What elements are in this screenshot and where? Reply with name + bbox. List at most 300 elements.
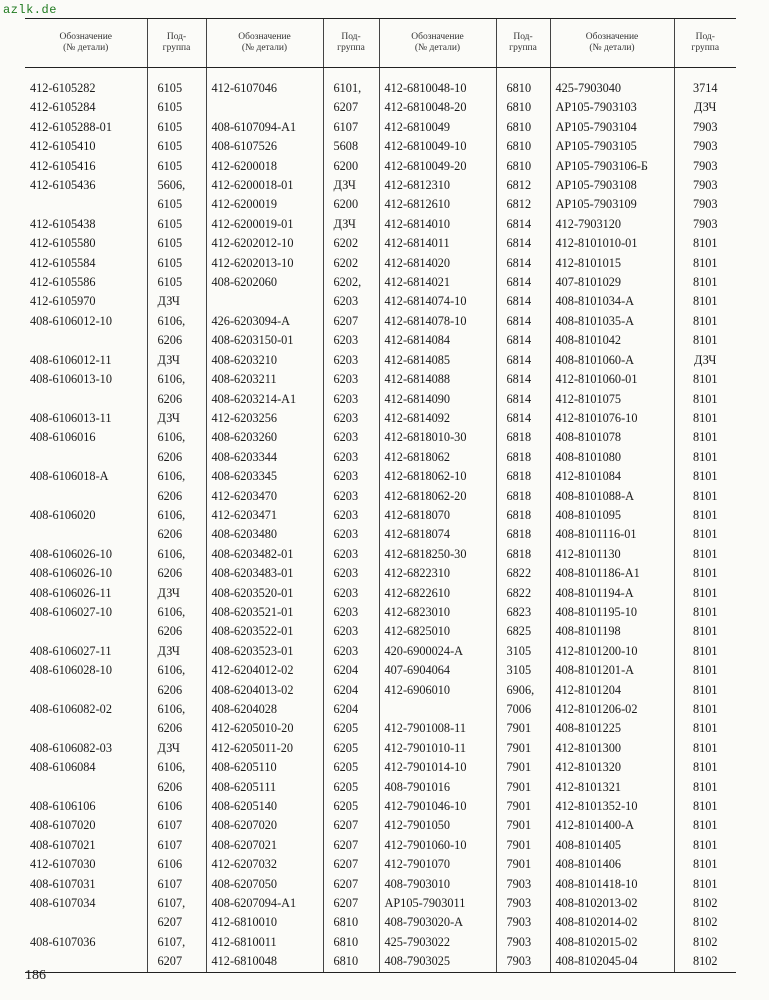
cell-designation-3: 412-6812310 <box>379 176 496 195</box>
cell-designation-1 <box>25 390 147 409</box>
cell-subgroup-2: 6202 <box>323 234 379 253</box>
header-designation: Обозначение (№ детали) <box>550 19 674 68</box>
table-row <box>25 137 736 156</box>
cell-designation-4: 408-8101201-А <box>550 661 674 680</box>
cell-designation-3: 408-7901016 <box>379 778 496 797</box>
cell-subgroup-3: 6814 <box>496 292 550 311</box>
table-row <box>25 778 736 797</box>
table-row <box>25 525 736 544</box>
table-row <box>25 428 736 447</box>
cell-subgroup-1: 6206 <box>147 331 206 350</box>
cell-designation-4: 408-8101198 <box>550 622 674 641</box>
cell-subgroup-3: 7903 <box>496 875 550 894</box>
cell-designation-4: 412-8101130 <box>550 545 674 564</box>
cell-designation-2: 408-6204013-02 <box>206 681 323 700</box>
cell-designation-1: 412-6105284 <box>30 100 96 115</box>
cell-designation-3: 408-7903025 <box>379 952 496 972</box>
cell-subgroup-2: 6202, <box>323 273 379 292</box>
table-row <box>25 370 736 389</box>
cell-designation-4: 412-8101320 <box>550 758 674 777</box>
cell-designation-3: 412-6818062-10 <box>379 467 496 486</box>
cell-designation-3: 412-6906010 <box>379 681 496 700</box>
cell-designation-2: 408-6203480 <box>206 525 323 544</box>
table-row <box>25 176 736 195</box>
cell-subgroup-3: 7901 <box>496 719 550 738</box>
cell-designation-2: 412-6203470 <box>206 487 323 506</box>
cell-subgroup-2: 6207 <box>323 98 379 117</box>
cell-designation-4: 408-8101194-А <box>550 584 674 603</box>
cell-subgroup-4: 8101 <box>674 467 736 486</box>
cell-subgroup-2: 6205 <box>323 778 379 797</box>
cell-subgroup-3: 6906, <box>496 681 550 700</box>
cell-subgroup-2: 6810 <box>323 933 379 952</box>
table-body <box>25 68 736 973</box>
cell-subgroup-2: 6202 <box>323 254 379 273</box>
cell-subgroup-1: 6105 <box>147 234 206 253</box>
table-row <box>25 448 736 467</box>
table-row <box>25 622 736 641</box>
cell-designation-2: 412-6107046 <box>206 79 323 98</box>
cell-designation-2: 408-6202060 <box>206 273 323 292</box>
cell-subgroup-3: 6814 <box>496 331 550 350</box>
cell-designation-3: 412-6814078-10 <box>379 312 496 331</box>
cell-subgroup-4: 8101 <box>674 292 736 311</box>
cell-designation-2: 408-6203211 <box>206 370 323 389</box>
cell-designation-3: 412-6814021 <box>379 273 496 292</box>
cell-subgroup-4: ДЗЧ <box>674 98 736 117</box>
cell-subgroup-3: 7006 <box>496 700 550 719</box>
cell-subgroup-3: 6814 <box>496 273 550 292</box>
cell-designation-2: 412-6810010 <box>206 913 323 932</box>
cell-designation-3: 412-6814090 <box>379 390 496 409</box>
cell-subgroup-1: 6106, <box>147 428 206 447</box>
cell-subgroup-3: 6818 <box>496 525 550 544</box>
header-designation: Обозначение (№ детали) <box>379 19 496 68</box>
cell-subgroup-4: 8102 <box>674 933 736 952</box>
cell-designation-4: 412-8101010-01 <box>550 234 674 253</box>
cell-designation-3: 412-7901010-11 <box>379 739 496 758</box>
cell-subgroup-4: 8101 <box>674 700 736 719</box>
cell-designation-3: 412-6822610 <box>379 584 496 603</box>
cell-subgroup-2: 6200 <box>323 195 379 214</box>
cell-designation-1: 412-6105288-01 <box>30 119 112 134</box>
cell-designation-4: 412-8101075 <box>550 390 674 409</box>
cell-designation-1: 408-6106013-10 <box>30 372 112 387</box>
cell-subgroup-4: 8102 <box>674 913 736 932</box>
cell-subgroup-3: 3105 <box>496 661 550 680</box>
cell-designation-4: 408-8102013-02 <box>550 894 674 913</box>
cell-subgroup-4: 8101 <box>674 778 736 797</box>
table-row <box>25 700 736 719</box>
cell-designation-4: 425-7903040 <box>550 79 674 98</box>
cell-designation-2: 408-6203482-01 <box>206 545 323 564</box>
table-row <box>25 467 736 486</box>
cell-subgroup-2: 6203 <box>323 390 379 409</box>
cell-subgroup-3: 6814 <box>496 254 550 273</box>
cell-subgroup-4: 8101 <box>674 331 736 350</box>
cell-designation-2: 408-6203521-01 <box>206 603 323 622</box>
table-row <box>25 894 736 913</box>
cell-subgroup-1: 6105 <box>147 98 206 117</box>
cell-designation-1 <box>25 622 147 641</box>
cell-designation-3: 412-6818074 <box>379 525 496 544</box>
cell-subgroup-1: 6206 <box>147 525 206 544</box>
cell-subgroup-4: 8101 <box>674 312 736 331</box>
cell-designation-2: 408-6204028 <box>206 700 323 719</box>
cell-subgroup-2: 6205 <box>323 758 379 777</box>
table-row <box>25 855 736 874</box>
cell-designation-3: 412-7901070 <box>379 855 496 874</box>
cell-designation-3: 425-7903022 <box>379 933 496 952</box>
cell-designation-4: 407-8101029 <box>550 273 674 292</box>
cell-subgroup-3: 6818 <box>496 467 550 486</box>
cell-subgroup-4: 8101 <box>674 370 736 389</box>
cell-subgroup-1: 6206 <box>147 487 206 506</box>
cell-designation-1: 408-6106026-11 <box>30 585 112 600</box>
cell-subgroup-2: 6203 <box>323 448 379 467</box>
cell-subgroup-4: 8101 <box>674 525 736 544</box>
cell-subgroup-4: 8102 <box>674 952 736 972</box>
cell-designation-1: 412-6105416 <box>30 158 96 173</box>
cell-subgroup-4: 7903 <box>674 215 736 234</box>
table-row <box>25 797 736 816</box>
cell-subgroup-3: 7901 <box>496 797 550 816</box>
table-row <box>25 952 736 972</box>
cell-subgroup-3: 6812 <box>496 176 550 195</box>
table-row <box>25 79 736 98</box>
table-row <box>25 157 736 176</box>
cell-subgroup-1: 6106, <box>147 661 206 680</box>
cell-subgroup-4: 8101 <box>674 816 736 835</box>
table-row <box>25 98 736 117</box>
cell-designation-2: 412-6203256 <box>206 409 323 428</box>
cell-subgroup-3: 6825 <box>496 622 550 641</box>
cell-designation-4: 408-8101095 <box>550 506 674 525</box>
cell-designation-1: 408-6106027-10 <box>30 604 112 619</box>
cell-designation-1 <box>25 681 147 700</box>
cell-designation-2: 412-6204012-02 <box>206 661 323 680</box>
header-subgroup: Под- группа <box>147 19 206 68</box>
cell-designation-4: 412-8101400-А <box>550 816 674 835</box>
cell-designation-2: 408-6203345 <box>206 467 323 486</box>
cell-designation-4: 412-8101076-10 <box>550 409 674 428</box>
cell-subgroup-1: 6107 <box>147 816 206 835</box>
cell-subgroup-4: 7903 <box>674 118 736 137</box>
cell-designation-1: 412-6105970 <box>30 294 96 309</box>
cell-subgroup-1: 6206 <box>147 564 206 583</box>
cell-designation-4: 412-8101200-10 <box>550 642 674 661</box>
cell-subgroup-2: 6107 <box>323 118 379 137</box>
cell-designation-2: 408-6107526 <box>206 137 323 156</box>
table-row <box>25 913 736 932</box>
cell-subgroup-1: 6105 <box>147 118 206 137</box>
cell-designation-4: АР105-7903105 <box>550 137 674 156</box>
table-row <box>25 642 736 661</box>
cell-subgroup-4: 8101 <box>674 661 736 680</box>
cell-subgroup-4: 7903 <box>674 157 736 176</box>
cell-designation-3: 412-7901050 <box>379 816 496 835</box>
cell-subgroup-2: 6207 <box>323 816 379 835</box>
cell-designation-1: 408-6106026-10 <box>30 546 112 561</box>
cell-designation-2: 408-6207020 <box>206 816 323 835</box>
cell-designation-1: 412-6105580 <box>30 236 96 251</box>
cell-designation-2: 412-6200018-01 <box>206 176 323 195</box>
cell-designation-4: 408-8101078 <box>550 428 674 447</box>
cell-subgroup-1: 6107 <box>147 836 206 855</box>
cell-subgroup-4: 7903 <box>674 137 736 156</box>
cell-subgroup-2: 6810 <box>323 952 379 972</box>
cell-designation-1: 408-6106016 <box>30 430 96 445</box>
cell-designation-2: 426-6203094-А <box>206 312 323 331</box>
table-row <box>25 739 736 758</box>
cell-designation-1: 412-6105586 <box>30 275 96 290</box>
cell-subgroup-2: 6207 <box>323 875 379 894</box>
header-row <box>25 19 736 68</box>
cell-subgroup-2: 6203 <box>323 428 379 447</box>
cell-subgroup-3: 6814 <box>496 370 550 389</box>
cell-designation-1: 412-6105438 <box>30 216 96 231</box>
cell-subgroup-3: 6810 <box>496 79 550 98</box>
cell-designation-3: 412-6814010 <box>379 215 496 234</box>
cell-designation-3: 412-7901014-10 <box>379 758 496 777</box>
cell-subgroup-2: 6203 <box>323 467 379 486</box>
cell-designation-2: 408-6205140 <box>206 797 323 816</box>
cell-subgroup-3: 6818 <box>496 487 550 506</box>
cell-designation-3: 412-6818070 <box>379 506 496 525</box>
cell-subgroup-2: 6203 <box>323 622 379 641</box>
table-row <box>25 719 736 738</box>
cell-subgroup-1: 6207 <box>147 952 206 972</box>
cell-designation-4: 408-8101405 <box>550 836 674 855</box>
cell-subgroup-3: 6814 <box>496 234 550 253</box>
table-row <box>25 875 736 894</box>
cell-designation-4: 408-8102014-02 <box>550 913 674 932</box>
cell-subgroup-3: 6818 <box>496 506 550 525</box>
cell-designation-1: 408-6107020 <box>30 818 96 833</box>
cell-subgroup-2: 6810 <box>323 913 379 932</box>
cell-subgroup-2: 6101, <box>323 79 379 98</box>
cell-subgroup-2: 6203 <box>323 292 379 311</box>
cell-designation-2: 408-6203483-01 <box>206 564 323 583</box>
cell-subgroup-4: 8101 <box>674 622 736 641</box>
cell-subgroup-1: 6106, <box>147 700 206 719</box>
cell-subgroup-2: 6203 <box>323 506 379 525</box>
cell-subgroup-1: 6105 <box>147 195 206 214</box>
table-row <box>25 506 736 525</box>
cell-designation-3: АР105-7903011 <box>379 894 496 913</box>
cell-designation-4: 408-8101186-А1 <box>550 564 674 583</box>
cell-designation-4: 412-8101300 <box>550 739 674 758</box>
cell-subgroup-4: 8101 <box>674 234 736 253</box>
cell-subgroup-1: 5606, <box>147 176 206 195</box>
cell-designation-3: 412-6814085 <box>379 351 496 370</box>
cell-subgroup-3: 6810 <box>496 98 550 117</box>
cell-subgroup-3: 6818 <box>496 428 550 447</box>
cell-designation-1: 408-6106018-А <box>30 469 109 484</box>
cell-subgroup-3: 6814 <box>496 215 550 234</box>
cell-subgroup-1: 6107, <box>147 894 206 913</box>
cell-designation-2: 412-6205010-20 <box>206 719 323 738</box>
header-subgroup: Под- группа <box>674 19 736 68</box>
cell-subgroup-1: 6206 <box>147 719 206 738</box>
cell-designation-2: 408-6205110 <box>206 758 323 777</box>
cell-designation-2: 408-6203522-01 <box>206 622 323 641</box>
cell-subgroup-3: 7901 <box>496 739 550 758</box>
cell-subgroup-1: 6106, <box>147 603 206 622</box>
cell-subgroup-1: 6106, <box>147 545 206 564</box>
cell-designation-1: 408-6106020 <box>30 507 96 522</box>
cell-subgroup-1: 6107, <box>147 933 206 952</box>
cell-subgroup-4: 8101 <box>674 681 736 700</box>
cell-subgroup-3: 7903 <box>496 952 550 972</box>
cell-subgroup-2: 6203 <box>323 370 379 389</box>
cell-subgroup-2: ДЗЧ <box>323 215 379 234</box>
cell-subgroup-2: 6203 <box>323 642 379 661</box>
cell-subgroup-4: 8101 <box>674 836 736 855</box>
table-row <box>25 254 736 273</box>
cell-designation-1 <box>25 487 147 506</box>
table-row <box>25 545 736 564</box>
cell-subgroup-3: 6810 <box>496 118 550 137</box>
cell-designation-4: 408-8101080 <box>550 448 674 467</box>
cell-designation-4: 408-8101035-А <box>550 312 674 331</box>
cell-subgroup-1: 6106, <box>147 312 206 331</box>
cell-subgroup-1: 6106, <box>147 758 206 777</box>
cell-designation-3: 408-7903020-А <box>379 913 496 932</box>
cell-subgroup-3: 6814 <box>496 312 550 331</box>
cell-designation-4: 408-8101088-А <box>550 487 674 506</box>
cell-designation-2: 408-6207021 <box>206 836 323 855</box>
cell-designation-3: 412-6818250-30 <box>379 545 496 564</box>
cell-subgroup-3: 7901 <box>496 758 550 777</box>
cell-subgroup-3: 7901 <box>496 778 550 797</box>
cell-designation-3: 412-6814011 <box>379 234 496 253</box>
cell-designation-3: 412-6818062 <box>379 448 496 467</box>
cell-subgroup-4: 8101 <box>674 487 736 506</box>
cell-subgroup-1: ДЗЧ <box>147 584 206 603</box>
cell-designation-2: 408-6203214-А1 <box>206 390 323 409</box>
cell-designation-3: 412-6814092 <box>379 409 496 428</box>
cell-subgroup-3: 6814 <box>496 390 550 409</box>
cell-designation-3: 412-6814084 <box>379 331 496 350</box>
cell-designation-4: 412-8101084 <box>550 467 674 486</box>
cell-subgroup-2: 6203 <box>323 603 379 622</box>
table-row <box>25 487 736 506</box>
cell-designation-1: 408-6106012-11 <box>30 352 112 367</box>
cell-subgroup-2: 6207 <box>323 836 379 855</box>
cell-designation-3: 412-6814020 <box>379 254 496 273</box>
cell-subgroup-3: 6823 <box>496 603 550 622</box>
table-row <box>25 331 736 350</box>
cell-designation-4: 412-7903120 <box>550 215 674 234</box>
table-row <box>25 816 736 835</box>
cell-subgroup-4: 8101 <box>674 545 736 564</box>
cell-subgroup-4: 8102 <box>674 894 736 913</box>
cell-designation-1: 408-6107034 <box>30 896 96 911</box>
cell-subgroup-3: 6818 <box>496 448 550 467</box>
cell-designation-2: 412-6203471 <box>206 506 323 525</box>
cell-subgroup-1: 6207 <box>147 913 206 932</box>
cell-designation-4: АР105-7903108 <box>550 176 674 195</box>
cell-subgroup-4: 8101 <box>674 797 736 816</box>
cell-subgroup-4: 8101 <box>674 428 736 447</box>
cell-subgroup-2: 6204 <box>323 661 379 680</box>
cell-designation-1 <box>25 195 147 214</box>
cell-subgroup-2: 6204 <box>323 700 379 719</box>
cell-subgroup-3: 6818 <box>496 545 550 564</box>
cell-subgroup-2: 6203 <box>323 331 379 350</box>
cell-designation-3: 412-7901008-11 <box>379 719 496 738</box>
cell-designation-3: 412-6823010 <box>379 603 496 622</box>
cell-designation-1 <box>25 913 147 932</box>
cell-subgroup-3: 6812 <box>496 195 550 214</box>
table-row <box>25 292 736 311</box>
cell-subgroup-1: 6106, <box>147 506 206 525</box>
cell-designation-3: 412-6814074-10 <box>379 292 496 311</box>
cell-subgroup-1: 6105 <box>147 254 206 273</box>
cell-designation-1: 408-6107036 <box>30 934 96 949</box>
cell-designation-3: 412-6810049-10 <box>379 137 496 156</box>
cell-designation-3: 412-6810048-20 <box>379 98 496 117</box>
cell-subgroup-4: 8101 <box>674 739 736 758</box>
cell-designation-3: 408-7903010 <box>379 875 496 894</box>
cell-subgroup-4: 8101 <box>674 584 736 603</box>
parts-table <box>25 18 736 973</box>
cell-subgroup-1: 6206 <box>147 778 206 797</box>
table-row <box>25 273 736 292</box>
cell-subgroup-4: 8101 <box>674 448 736 467</box>
cell-designation-3 <box>379 700 496 719</box>
table-row <box>25 603 736 622</box>
cell-subgroup-4: 8101 <box>674 273 736 292</box>
cell-subgroup-2: 6203 <box>323 409 379 428</box>
cell-designation-1: 408-6107021 <box>30 837 96 852</box>
cell-subgroup-2: 6203 <box>323 525 379 544</box>
cell-subgroup-4: 8101 <box>674 642 736 661</box>
watermark: azlk.de <box>3 3 57 17</box>
cell-designation-2: 408-6203150-01 <box>206 331 323 350</box>
table-row <box>25 584 736 603</box>
cell-designation-2: 412-6202013-10 <box>206 254 323 273</box>
cell-subgroup-2: 6203 <box>323 487 379 506</box>
cell-designation-3: 412-6810049 <box>379 118 496 137</box>
cell-subgroup-2: 6207 <box>323 855 379 874</box>
table-row <box>25 836 736 855</box>
cell-designation-4: 408-8102015-02 <box>550 933 674 952</box>
cell-designation-4: 412-8101015 <box>550 254 674 273</box>
cell-subgroup-2: 6207 <box>323 894 379 913</box>
cell-subgroup-2: 6207 <box>323 312 379 331</box>
cell-subgroup-3: 7901 <box>496 816 550 835</box>
cell-subgroup-3: 6822 <box>496 564 550 583</box>
cell-designation-1: 408-6106027-11 <box>30 643 112 658</box>
cell-subgroup-2: 6204 <box>323 681 379 700</box>
cell-subgroup-4: 3714 <box>674 79 736 98</box>
cell-subgroup-1: 6105 <box>147 79 206 98</box>
cell-subgroup-3: 7901 <box>496 855 550 874</box>
table-row <box>25 118 736 137</box>
cell-designation-2: 412-6810011 <box>206 933 323 952</box>
cell-subgroup-4: 8101 <box>674 875 736 894</box>
cell-designation-1: 408-6106106 <box>30 799 96 814</box>
cell-subgroup-4: 8101 <box>674 409 736 428</box>
cell-subgroup-2: 6203 <box>323 351 379 370</box>
cell-designation-2: 412-6200019-01 <box>206 215 323 234</box>
cell-designation-2: 408-6205111 <box>206 778 323 797</box>
cell-subgroup-1: 6206 <box>147 448 206 467</box>
cell-subgroup-4: 8101 <box>674 719 736 738</box>
cell-designation-1 <box>25 525 147 544</box>
